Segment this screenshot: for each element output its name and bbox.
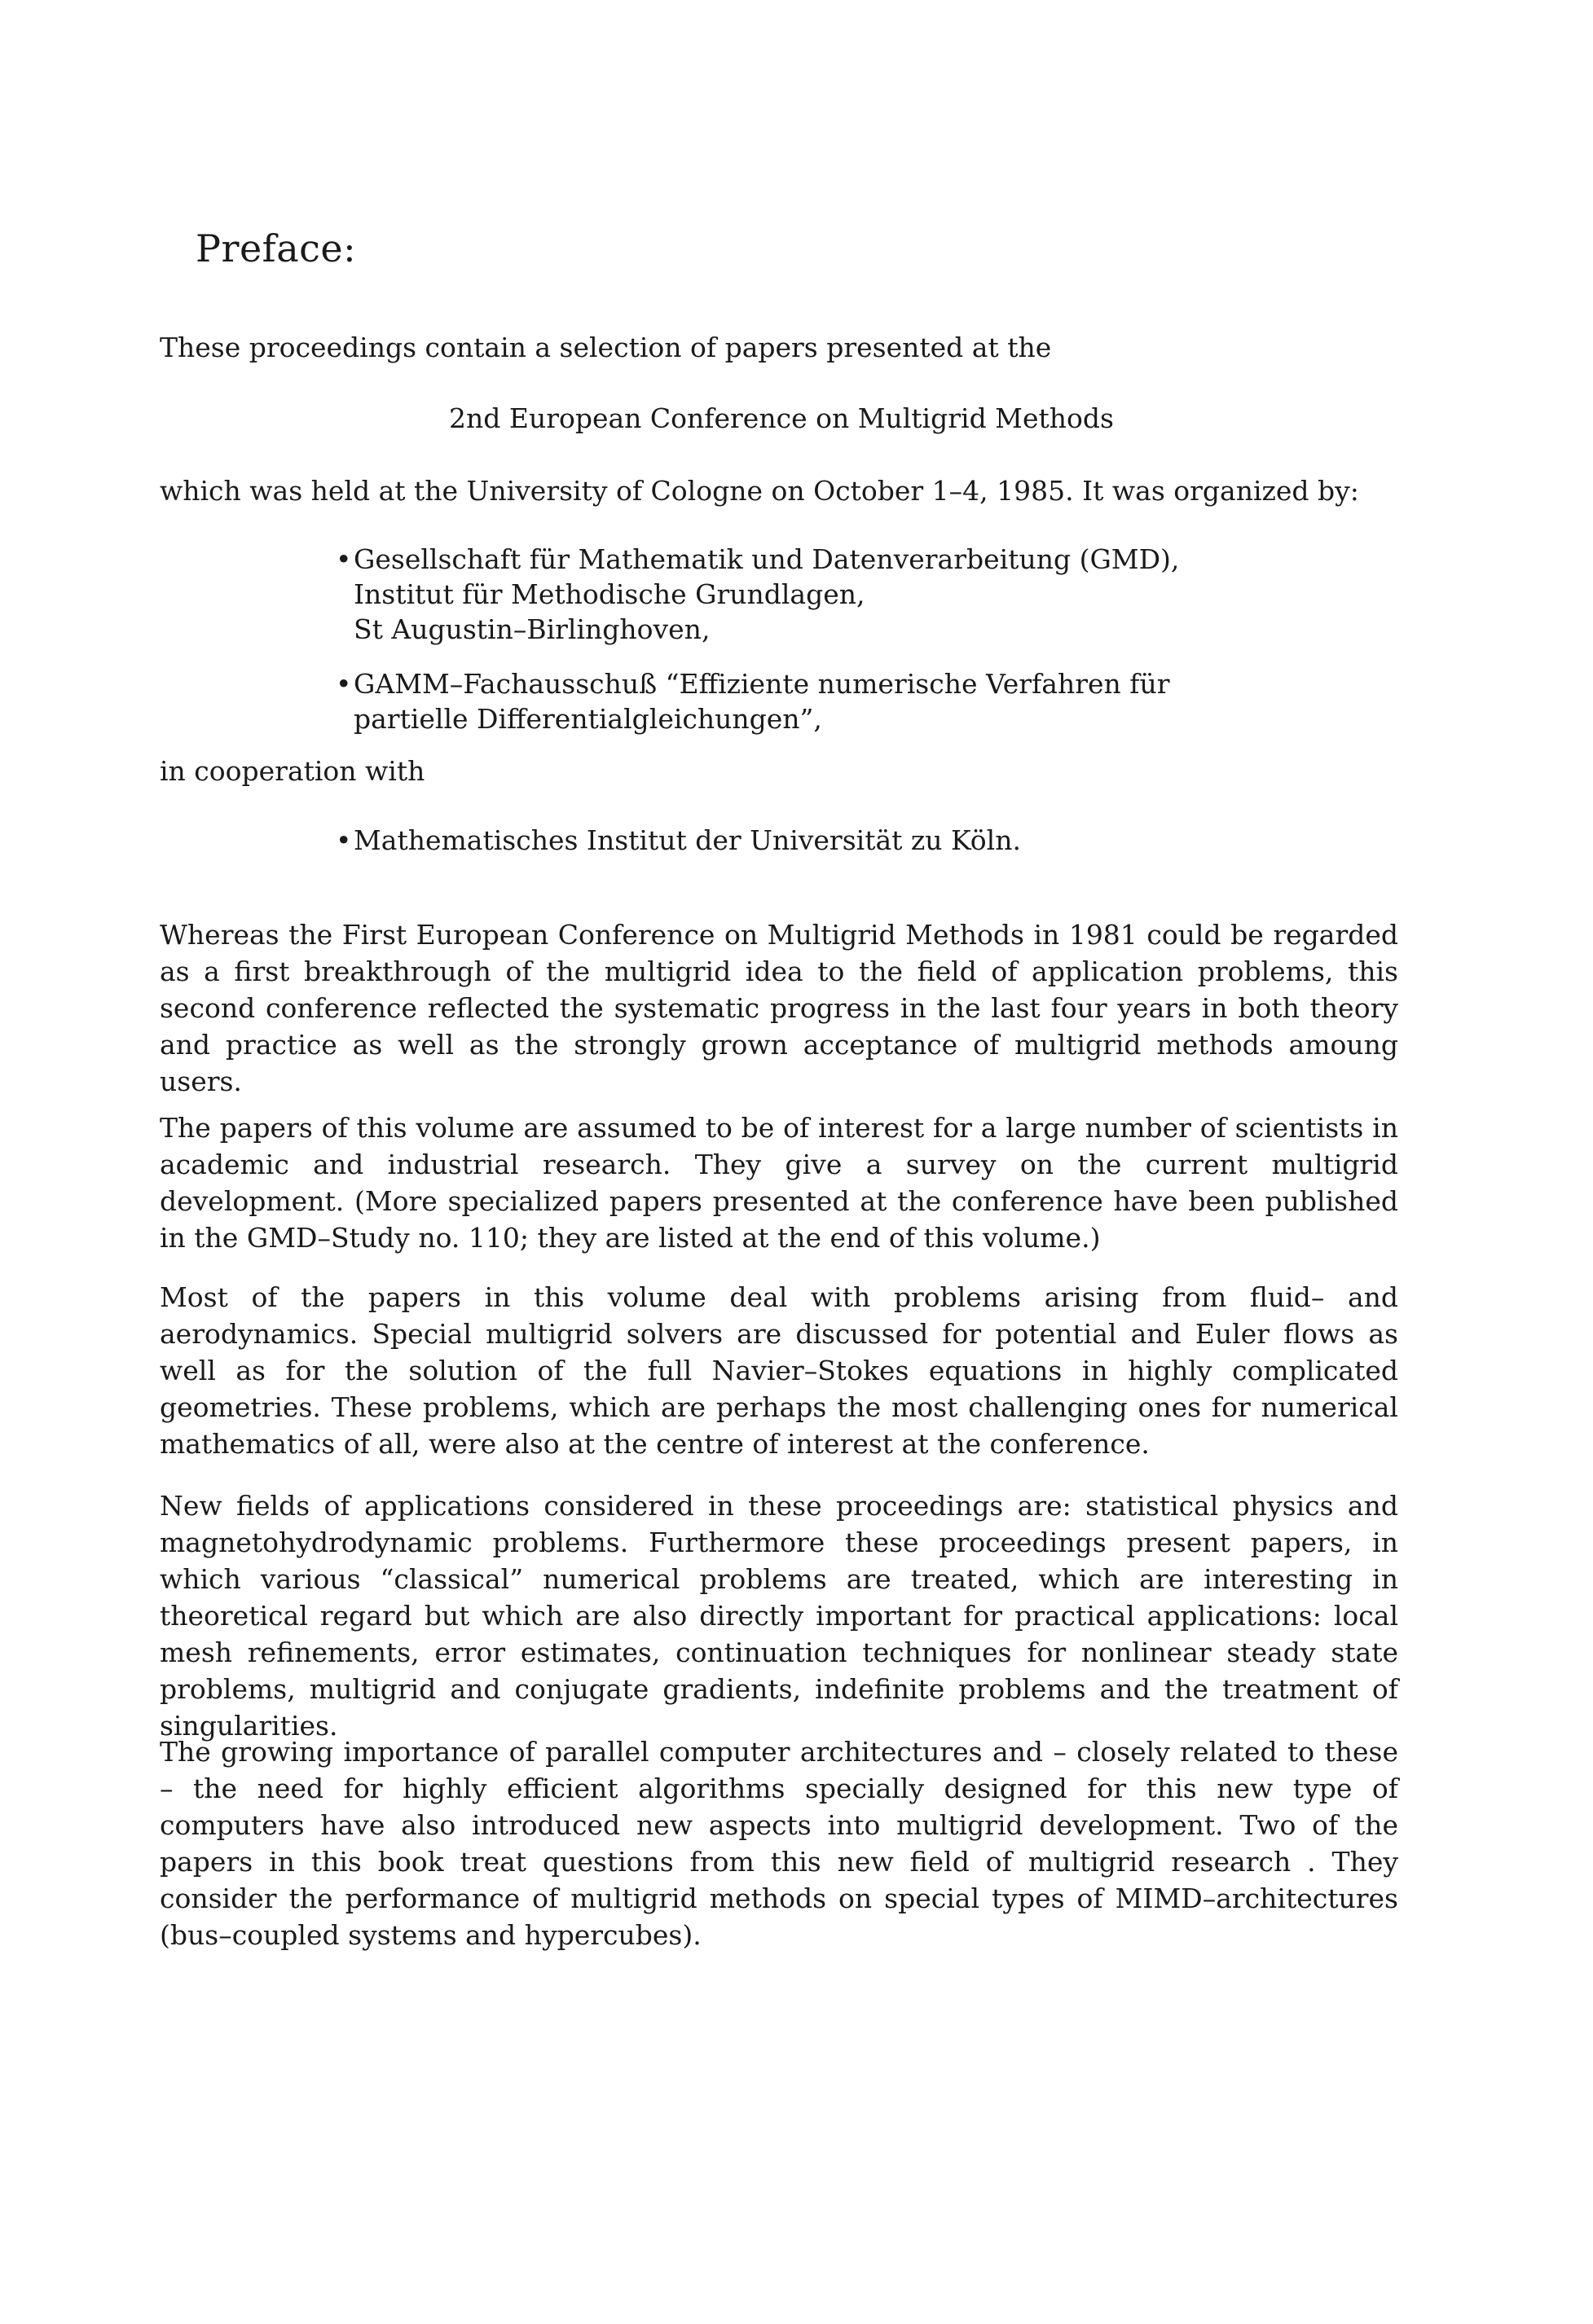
cooperation-label: in cooperation with [160,755,425,787]
bullet-icon: • [336,543,352,575]
paragraph: New fields of applications considered in these proceedings are: statistical physics and magnetohydrodynamic problems. Furthermore these proceedings present papers, in which various “classical” numerical problems are treated, which are interesting in theoretical regard but which are also directly important for practical applications: local mesh refinements, error estimates, continuation techniques for nonlinear steady state problems, multigrid and conjugate gradients, indefinite problems and the treatment of singularities. [160,1490,1398,1742]
organizer-line: Institut für Methodische Grundlagen, [354,578,865,610]
organizer-item [336,542,1232,647]
paragraph: The growing importance of parallel computer architectures and – closely related to these – the need for highly efficient algorithms specially designed for this new type of computers have also introduced new aspects into multigrid development. Two of the papers in this book treat questions from this new field of multigrid research . They consider the performance of multigrid methods on special types of MIMD–architectures (bus–coupled systems and hypercubes). [160,1736,1398,1951]
organizer-list [336,542,1232,736]
held-line: which was held at the University of Cologne on October 1–4, 1985. It was organized by: [160,475,1359,507]
paragraph: The papers of this volume are assumed to be of interest for a large number of scientists in academic and industrial research. They give a survey on the current multigrid development. (More specialized papers presented at the conference have been published in the GMD–Study no. 110; they are listed at the end of this volume.) [160,1112,1398,1254]
organizer-line: St Augustin–Birlinghoven, [354,613,711,645]
cooperation-item [336,823,1232,858]
organizer-line: partielle Differentialgleichungen”, [354,703,822,735]
organizer-line: GAMM–Fachausschuß “Effiziente numerische Verfahren für [354,668,1170,700]
bullet-icon: • [336,824,352,856]
cooperation-line: Mathematisches Institut der Universität zu Köln. [354,824,1021,856]
conference-title: 2nd European Conference on Multigrid Methods [449,402,1114,434]
cooperation-list [336,823,1232,858]
intro-line: These proceedings contain a selection of papers presented at the [160,332,1052,363]
page-title: Preface: [196,226,357,270]
organizer-line: Gesellschaft für Mathematik und Datenverarbeitung (GMD), [354,543,1180,575]
paragraph: Most of the papers in this volume deal with problems arising from fluid– and aerodynamics. Special multigrid solvers are discussed for potential and Euler flows as well as for the solution of the full Navier–Stokes equations in highly complicated geometries. These problems, which are perhaps the most challenging ones for numerical mathematics of all, were also at the centre of interest at the conference. [160,1281,1398,1460]
bullet-icon: • [336,668,352,700]
organizer-item [336,666,1232,736]
paragraph: Whereas the First European Conference on Multigrid Methods in 1981 could be regarded as a first breakthrough of the multigrid idea to the field of application problems, this second conference reflected the systematic progress in the last four years in both theory and practice as well as the strongly grown acceptance of multigrid methods amoung users. [160,919,1398,1097]
